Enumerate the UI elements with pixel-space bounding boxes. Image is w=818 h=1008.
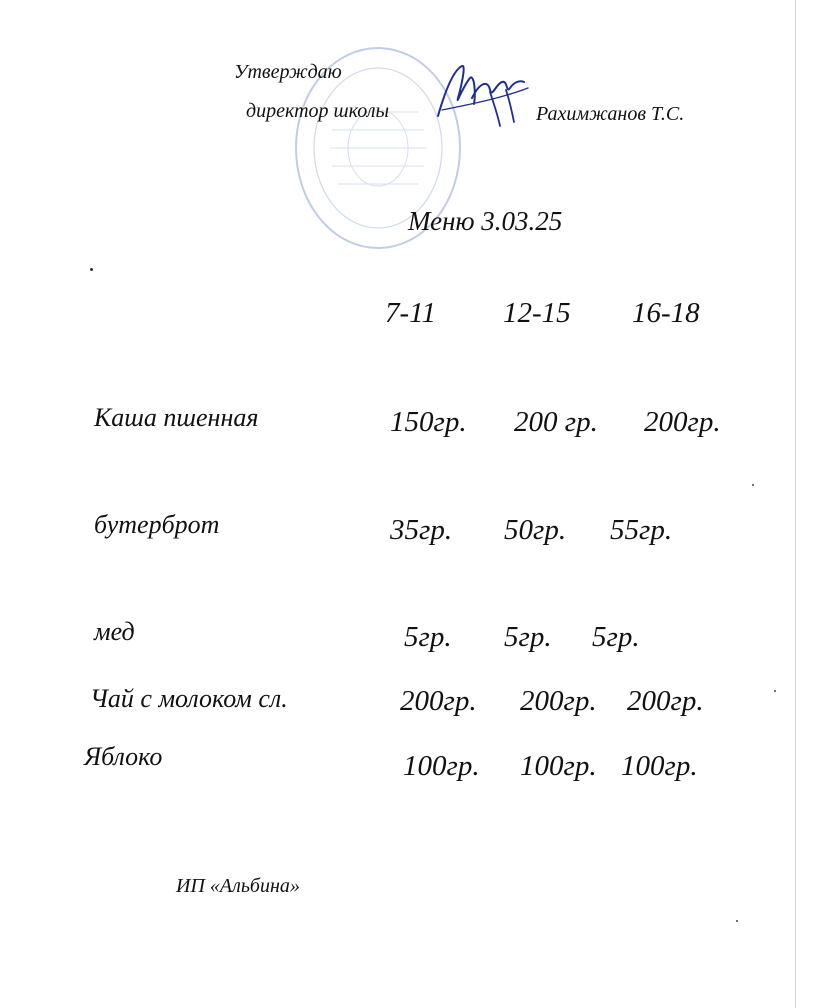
dish-name: Каша пшенная (94, 403, 259, 432)
director-signature (432, 58, 532, 130)
approve-label: Утверждаю (234, 61, 342, 83)
portion-16-18: 55гр. (610, 514, 673, 546)
portion-12-15: 200 гр. (514, 406, 598, 438)
page-edge (795, 0, 796, 1008)
age-group-7-11: 7-11 (385, 297, 437, 329)
scan-speck (752, 484, 754, 486)
stray-dot (90, 268, 93, 271)
dish-name: бутерброт (94, 510, 220, 539)
scan-speck (774, 690, 776, 692)
portion-7-11: 35гр. (390, 514, 453, 546)
portion-16-18: 5гр. (592, 621, 640, 653)
portion-16-18: 200гр. (627, 685, 704, 717)
portion-12-15: 100гр. (520, 750, 597, 782)
portion-7-11: 100гр. (403, 750, 480, 782)
portion-12-15: 5гр. (504, 621, 552, 653)
supplier-label: ИП «Альбина» (176, 875, 300, 897)
menu-title: Меню 3.03.25 (408, 206, 563, 236)
dish-name: мед (94, 617, 135, 646)
director-name: Рахимжанов Т.С. (536, 103, 685, 125)
portion-16-18: 100гр. (621, 750, 698, 782)
portion-7-11: 150гр. (390, 406, 467, 438)
portion-7-11: 5гр. (404, 621, 452, 653)
director-label: директор школы (246, 100, 389, 122)
dish-name: Яблоко (84, 742, 163, 771)
age-group-12-15: 12-15 (503, 297, 571, 329)
portion-12-15: 50гр. (504, 514, 567, 546)
portion-16-18: 200гр. (644, 406, 721, 438)
scan-speck (736, 920, 738, 922)
dish-name: Чай с молоком сл. (90, 684, 288, 713)
portion-7-11: 200гр. (400, 685, 477, 717)
age-group-16-18: 16-18 (632, 297, 700, 329)
portion-12-15: 200гр. (520, 685, 597, 717)
